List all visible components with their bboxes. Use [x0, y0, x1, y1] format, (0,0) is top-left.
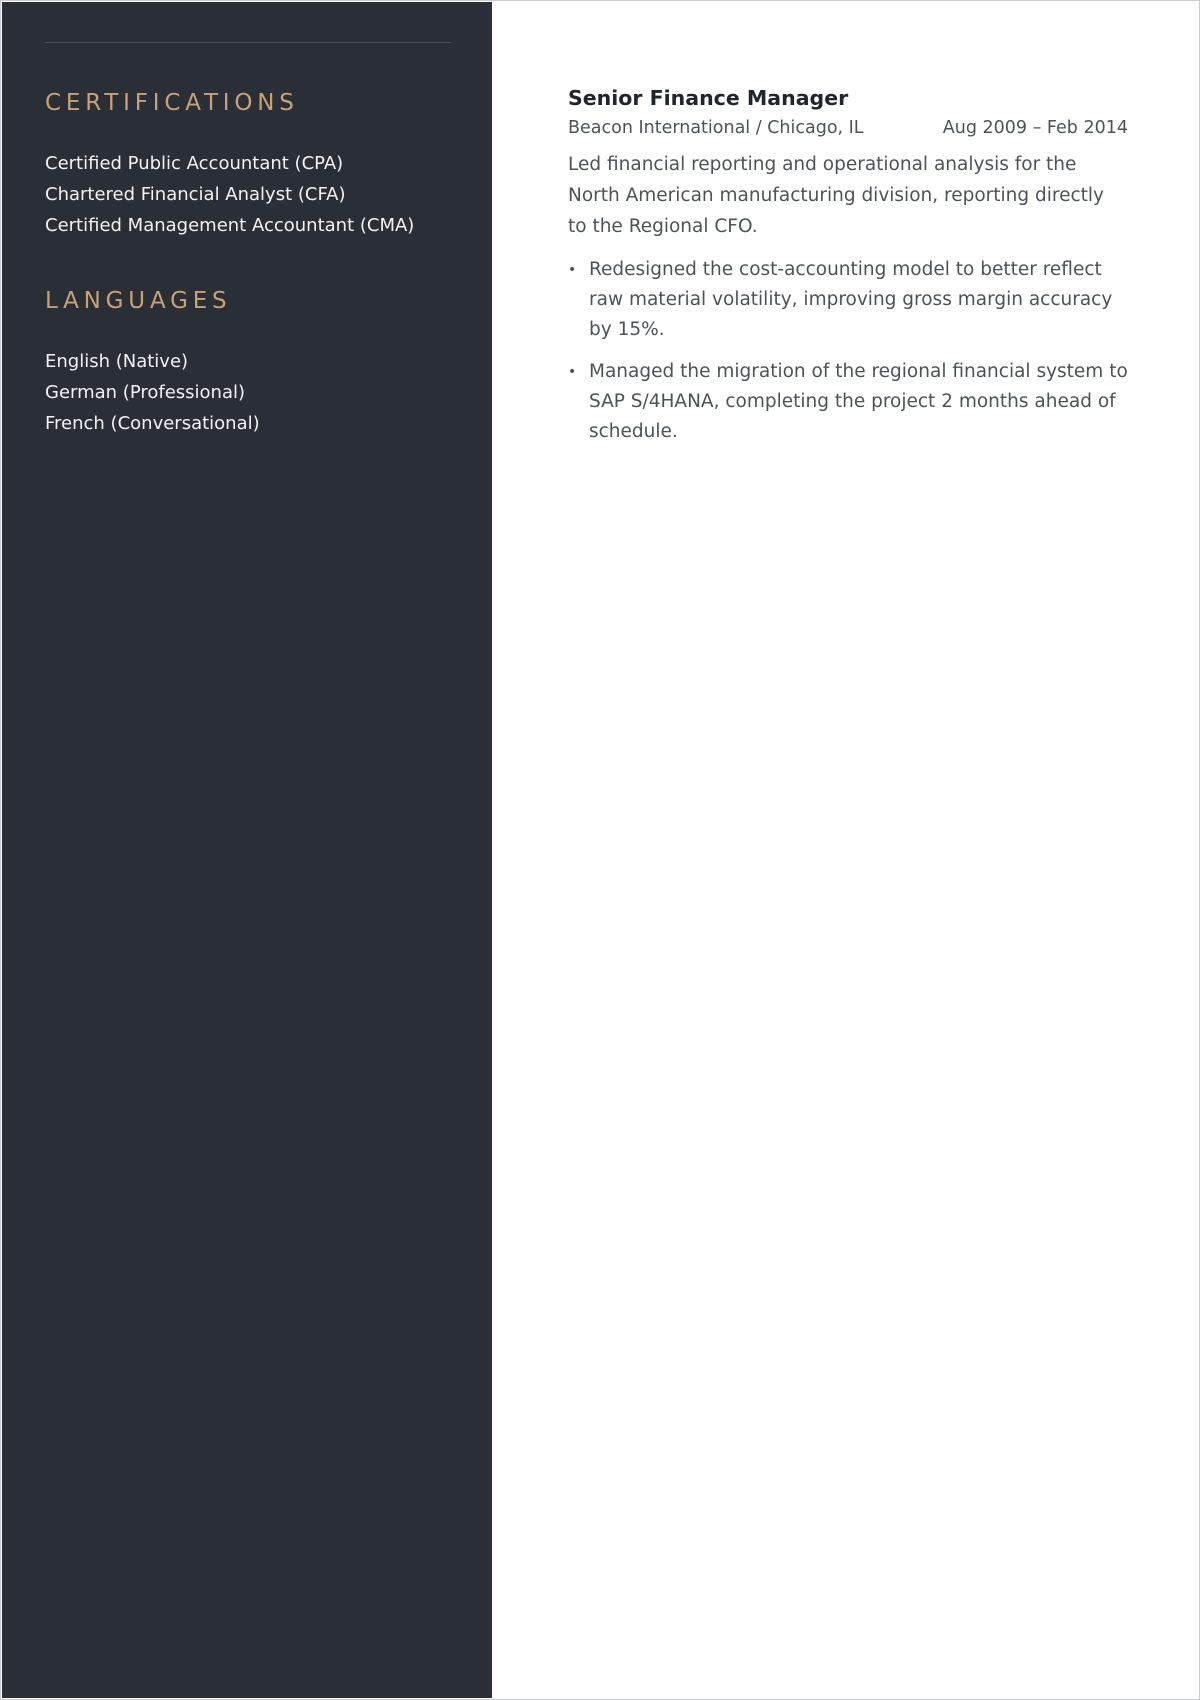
- achievement-text: Redesigned the cost-accounting model to better reflect raw material volatility, improving gross margin accuracy by 15%.: [589, 259, 1113, 340]
- languages-heading: LANGUAGES: [45, 288, 232, 314]
- employment-dates: Aug 2009 – Feb 2014: [942, 118, 1128, 138]
- certifications-list: [45, 148, 414, 241]
- sidebar: [2, 2, 492, 1698]
- achievement-item: [568, 255, 1128, 345]
- certification-item: Certified Public Accountant (CPA): [45, 153, 344, 174]
- achievement-text: Managed the migration of the regional financial system to SAP S/4HANA, completing the project 2 months ahead of schedule.: [589, 361, 1128, 442]
- bullet-icon: •: [568, 364, 577, 380]
- certification-item: Certified Management Accountant (CMA): [45, 215, 415, 236]
- achievement-item: [568, 357, 1128, 447]
- languages-list: [45, 346, 260, 439]
- job-summary: Led financial reporting and operational analysis for the North American manufacturing division, reporting directly to the Regional CFO.: [568, 154, 1104, 237]
- job-title: Senior Finance Manager: [568, 86, 849, 110]
- language-item: English (Native): [45, 351, 189, 372]
- certification-item: Chartered Financial Analyst (CFA): [45, 184, 346, 205]
- certifications-heading: CERTIFICATIONS: [45, 90, 299, 116]
- experience-section: [568, 81, 1128, 459]
- achievements-list: [568, 255, 1128, 447]
- job-meta: [568, 115, 1128, 141]
- company-location: Beacon International / Chicago, IL: [568, 118, 864, 138]
- language-item: French (Conversational): [45, 413, 260, 434]
- language-item: German (Professional): [45, 382, 246, 403]
- sidebar-divider: [45, 42, 451, 43]
- bullet-icon: •: [568, 262, 577, 278]
